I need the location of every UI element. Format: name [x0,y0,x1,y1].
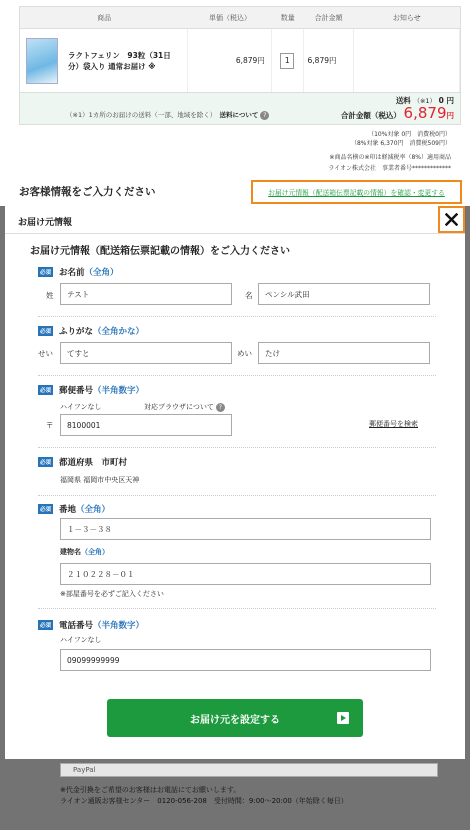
postal-no-hyphen: ハイフンなし [60,403,102,411]
phone-hint: （半角数字） [93,621,145,631]
product-name[interactable]: ラクトフェリン 93粒（31日分）袋入り 通常お届け ※ [68,50,171,71]
cart-table-header [20,7,460,29]
paypal-option[interactable]: PayPal [60,763,438,777]
header-unit-price: 単価（税込） [209,13,252,22]
postal-prefix: 〒 [46,421,54,430]
building-input[interactable]: ２１０２２８－０１ [60,563,431,585]
postal-label: 郵便番号 [59,386,94,396]
shipping-ref: （※1） [413,97,437,105]
customer-section-title: お客様情報をご入力ください [19,186,156,198]
last-name-input[interactable]: テスト [60,283,232,305]
name-hint: （全角） [84,268,119,278]
divider [38,375,436,376]
grand-total [341,104,454,122]
header-total: 合計金額 [314,13,343,22]
first-kana-label: めい [237,349,252,358]
cart-item-row [20,29,460,93]
shipping-info-link[interactable]: 送料について [219,111,259,119]
shipping-value: 0 円 [438,96,454,105]
close-icon [445,213,458,226]
divider [38,316,436,317]
phone-input[interactable]: 09099999999 [60,649,431,671]
tax-line-8: （8%対象 6,370円 消費税509円） [350,140,451,147]
question-icon[interactable]: ? [260,111,269,120]
building-label [60,547,109,557]
customer-center-contact: ライオン通販お客様センター 0120-056-208 受付時間：9:00～20:00（年始除く毎日） [60,797,348,805]
postal-field-title [38,384,144,396]
kana-label: ふりがな [59,327,94,337]
first-name-input[interactable]: ペンシル武田 [258,283,430,305]
product-cell [20,29,188,92]
browser-support-note[interactable] [144,402,225,412]
cart-summary [19,93,461,125]
unit-price: 6,879円 [188,29,272,92]
required-badge: 必須 [38,326,53,336]
address-field-title [38,503,110,515]
postal-hint: （半角数字） [93,386,145,396]
product-image[interactable] [26,38,58,84]
first-name-label: 名 [245,291,253,300]
last-kana-input[interactable]: てすと [60,342,232,364]
city-field-title [38,456,127,468]
header-quantity: 数量 [280,13,295,22]
address-hint: （全角） [76,505,111,515]
cod-note [60,785,348,807]
room-number-note: ※部屋番号を必ずご記入ください [60,590,164,598]
divider [38,608,436,609]
first-kana-input[interactable]: たけ [258,342,430,364]
play-arrow-icon [337,712,349,724]
cod-note-text: ※代金引換をご希望のお客様はお電話にてお願いします。 [60,786,241,794]
postal-code-input[interactable]: 8100001 [60,414,232,436]
quantity-input[interactable]: 1 [280,53,294,69]
browser-support-text[interactable]: 対応ブラウザについて [144,403,214,411]
required-badge: 必須 [38,457,53,467]
cart-table [19,6,461,94]
required-badge: 必須 [38,385,53,395]
last-kana-label: せい [38,349,53,358]
modal-title: お届け元情報 [18,218,73,228]
header-notice: お知らせ [392,13,421,22]
shipping-note-text: （※1）1カ所のお届けの送料（一部、地域を除く） [66,111,213,119]
building-label-text: 建物名 [60,548,81,556]
phone-no-hyphen: ハイフンなし [60,636,102,644]
quantity-cell [272,29,304,92]
modal-header [5,206,465,234]
name-field-title [38,266,119,278]
name-label: お名前 [59,268,85,278]
required-badge: 必須 [38,504,53,514]
address-label: 番地 [59,505,77,515]
item-total: 6,879円 [304,29,354,92]
shipping-note [66,110,269,120]
tax-note: ※商品名横の※印は軽減税率（8%）適用商品 [329,154,451,161]
last-name-label: 姓 [46,291,54,300]
tax-breakdown [351,130,451,148]
address-input[interactable]: １－３－３８ [60,518,431,540]
divider [38,495,436,496]
required-badge: 必須 [38,267,53,277]
grand-total-unit: 円 [446,111,454,120]
grand-total-label: 合計金額（税込） [340,111,401,120]
phone-label: 電話番号 [59,621,94,631]
city-value: 福岡県 福岡市中央区天神 [60,476,140,484]
shipping-label: 送料 [395,96,411,105]
kana-field-title [38,325,144,337]
notice-cell [354,29,460,92]
grand-total-amount: 6,879 [403,104,447,122]
postal-search-link[interactable]: 郵便番号を検索 [369,420,418,428]
phone-field-title [38,619,144,631]
sender-info-modal [5,206,465,759]
set-sender-label: お届け元を設定する [190,714,280,726]
divider [38,447,436,448]
close-button[interactable] [438,206,465,233]
confirm-sender-info-link[interactable]: お届け元情報（配送箱伝票記載の情報）を確認・変更する [251,180,462,204]
tax-line-10: （10%対象 0円 消費税0円） [368,131,451,138]
required-badge: 必須 [38,620,53,630]
kana-hint: （全角かな） [93,327,145,337]
question-icon[interactable]: ? [216,403,225,412]
building-hint: （全角） [81,548,109,556]
city-label: 都道府県 市町村 [59,458,128,468]
set-sender-button[interactable] [107,699,363,737]
modal-heading: お届け元情報（配送箱伝票記載の情報）をご入力ください [30,246,290,257]
header-product: 商品 [97,13,112,22]
company-info: ライオン株式会社 事業者番号************* [328,165,451,172]
